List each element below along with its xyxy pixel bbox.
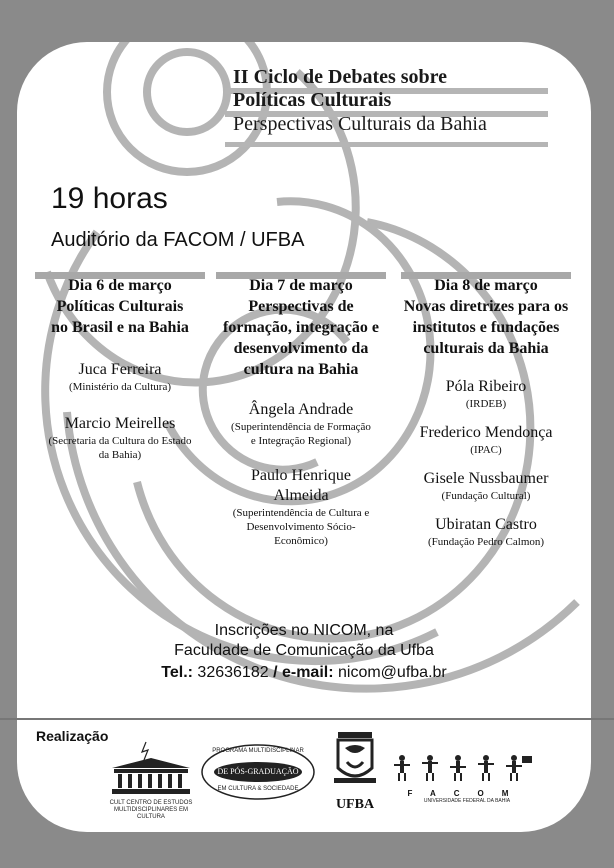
- title-line-2: Políticas Culturais: [233, 89, 392, 111]
- facom-logo: [392, 752, 542, 805]
- speaker: [401, 423, 571, 457]
- title-line-1: II Ciclo de Debates sobre: [233, 66, 448, 88]
- event-venue: Auditório da FACOM / UFBA: [51, 229, 305, 251]
- tel-label: Tel.:: [161, 664, 193, 681]
- day-label: Dia 7 de março: [249, 277, 353, 294]
- speaker: [401, 377, 571, 411]
- speaker-name: Paulo Henrique Almeida: [251, 467, 351, 504]
- email-label: e-mail:: [281, 664, 334, 681]
- speaker-name: Ângela Andrade: [248, 401, 354, 418]
- speaker: [216, 466, 386, 548]
- event-header: [233, 66, 573, 136]
- cult-caption: CULT CENTRO DE ESTUDOS MULTIDISCIPLINARES EM CULTURA: [109, 800, 193, 820]
- speaker-org: (Secretaria da Cultura do Estado da Bahia): [48, 435, 192, 461]
- speaker-org: (Ministério da Cultura): [68, 381, 172, 393]
- speaker-name: Ubiratan Castro: [435, 516, 537, 533]
- speaker-name: Póla Ribeiro: [445, 378, 527, 395]
- speaker-org: (Fundação Cultural): [441, 490, 531, 502]
- day-label: Dia 8 de março: [434, 277, 538, 294]
- separator: /: [273, 664, 278, 681]
- speaker-org: (IPAC): [470, 444, 502, 456]
- programa-mid-text: DE PÓS-GRADUAÇÃO: [217, 767, 299, 776]
- speaker: [401, 469, 571, 503]
- programa-bot-text: EM CULTURA & SOCIEDADE: [217, 786, 299, 792]
- email-value: nicom@ufba.br: [338, 664, 447, 681]
- cult-logo: [106, 740, 196, 821]
- speaker-org: (Superintendência de Cultura e Desenvolvimento Sócio-Econômico): [232, 507, 370, 547]
- day-topic: Novas diretrizes para os institutos e fundações culturais da Bahia: [403, 298, 569, 357]
- speaker-org: (Fundação Pedro Calmon): [427, 536, 545, 548]
- speaker-name: Marcio Meirelles: [64, 415, 176, 432]
- speaker: [35, 414, 205, 462]
- contact-line: [17, 664, 591, 682]
- speaker: [401, 515, 571, 549]
- day-topic: Perspectivas de formação, integração e desenvolvimento da cultura na Bahia: [223, 298, 379, 378]
- subtitle: Perspectivas Culturais da Bahia: [233, 113, 487, 135]
- speaker-org: (Superintendência de Formação e Integração Regional): [231, 421, 371, 447]
- ufba-logo: [330, 728, 380, 813]
- ufba-text: UFBA: [335, 797, 375, 812]
- day-column-2: [216, 272, 386, 548]
- programa-top-text: PROGRAMA MULTIDISCIPLINAR: [212, 748, 304, 754]
- day-column-3: [401, 272, 571, 549]
- speaker-name: Juca Ferreira: [78, 361, 162, 378]
- cult-building-icon: [106, 740, 196, 795]
- speaker: [216, 400, 386, 448]
- ufba-crest-icon: [330, 728, 380, 798]
- facom-figures-icon: [392, 752, 542, 784]
- speaker: [35, 360, 205, 394]
- realizacao-label: Realização: [36, 728, 109, 744]
- registration-line-1: Inscrições no NICOM, na: [214, 622, 394, 639]
- day-topic: Políticas Culturais no Brasil e na Bahia: [51, 298, 189, 336]
- day-label: Dia 6 de março: [68, 277, 172, 294]
- header-rule: [225, 142, 548, 147]
- registration-line-2: Faculdade de Comunicação da Ufba: [174, 642, 434, 659]
- poster-card: [17, 42, 591, 832]
- speaker-org: (IRDEB): [465, 398, 507, 410]
- programa-logo: [198, 742, 318, 807]
- speaker-name: Gisele Nussbaumer: [423, 470, 549, 487]
- event-time: 19 horas: [51, 182, 168, 215]
- facom-text: FACOM: [407, 789, 527, 798]
- facom-subtitle: UNIVERSIDADE FEDERAL DA BAHIA: [423, 798, 511, 804]
- divider: [0, 718, 614, 720]
- speaker-name: Frederico Mendonça: [419, 424, 553, 441]
- tel-value: 32636182: [197, 664, 269, 681]
- day-column-1: [35, 272, 205, 462]
